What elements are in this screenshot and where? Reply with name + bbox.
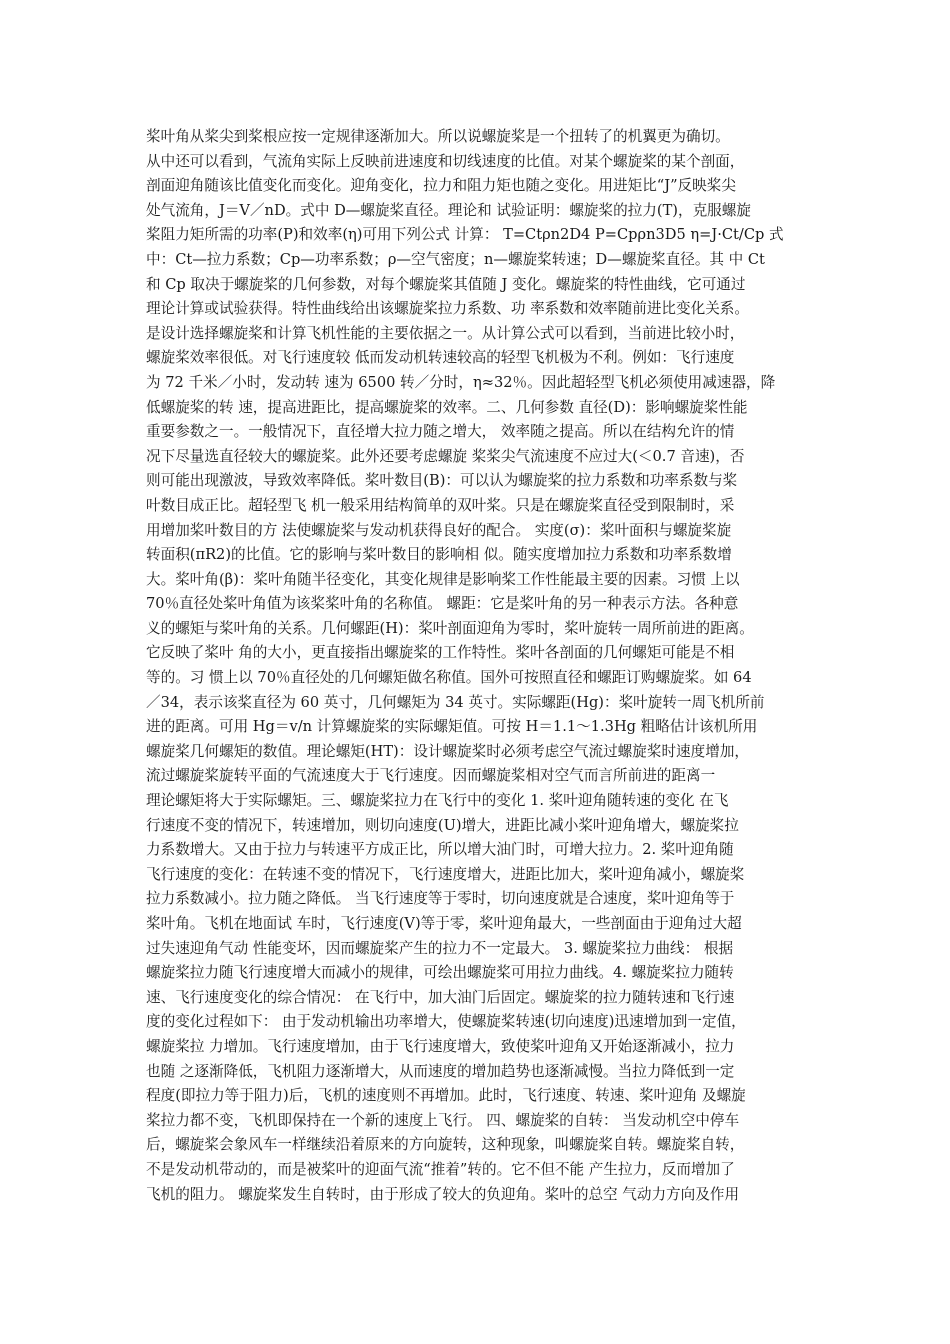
text-line: 理论计算或试验获得。特性曲线给出该螺旋桨拉力系数、功 率系数和效率随前进比变化关系。	[146, 300, 749, 318]
text-line: 用增加桨叶数目的方 法使螺旋桨与发动机获得良好的配合。 实度(σ)：桨叶面积与螺旋桨旋	[146, 521, 732, 539]
text-line: 过失速迎角气动 性能变坏，因而螺旋桨产生的拉力不一定最大。 3. 螺旋桨拉力曲线： 根据	[146, 939, 734, 957]
text-line: 飞机的阻力。 螺旋桨发生自转时，由于形成了较大的负迎角。桨叶的总空 气动力方向及作用	[146, 1185, 740, 1203]
text-line: 螺旋桨效率很低。对飞行速度较 低而发动机转速较高的轻型飞机极为不利。例如：飞行速度	[146, 349, 735, 367]
text-line: 义的螺矩与桨叶角的关系。几何螺距(H)：桨叶剖面迎角为零时，桨叶旋转一周所前进的距离。	[146, 619, 754, 637]
text-line: 螺旋桨拉力随飞行速度增大而减小的规律，可绘出螺旋桨可用拉力曲线。4. 螺旋桨拉力随转	[146, 964, 734, 982]
body-text	[146, 125, 812, 1207]
text-line: 是设计选择螺旋桨和计算飞机性能的主要依据之一。从计算公式可以看到，当前进比较小时，	[146, 324, 745, 342]
text-line: 不是发动机带动的，而是被桨叶的迎面气流“推着”转的。它不但不能 产生拉力，反而增加了	[146, 1160, 735, 1178]
text-line: 从中还可以看到，气流角实际上反映前进速度和切线速度的比值。对某个螺旋桨的某个剖面，	[146, 152, 745, 170]
text-line: 螺旋桨拉 力增加。飞行速度增加，由于飞行速度增大，致使桨叶迎角又开始逐渐减小，拉力	[146, 1037, 735, 1055]
text-line: 飞行速度的变化：在转速不变的情况下，飞行速度增大，进距比加大，桨叶迎角减小，螺旋桨	[146, 865, 745, 883]
text-line: 进的距离。可用 Hg＝v/n 计算螺旋桨的实际螺矩值。可按 H＝1.1～1.3Hg 粗略估计该机所用	[146, 718, 758, 736]
text-line: 剖面迎角随该比值变化而变化。迎角变化，拉力和阻力矩也随之变化。用进矩比“J”反映桨尖	[146, 177, 736, 195]
text-line: 和 Cp 取决于螺旋桨的几何参数，对每个螺旋桨其值随 J 变化。螺旋桨的特性曲线，它可通过	[146, 275, 746, 293]
text-line: 转面积(πR2)的比值。它的影响与桨叶数目的影响相 似。随实度增加拉力系数和功率系数增	[146, 546, 732, 564]
text-line: 力系数增大。又由于拉力与转速平方成正比，所以增大油门时，可增大拉力。2. 桨叶迎角随	[146, 841, 734, 859]
text-line: 程度(即拉力等于阻力)后，飞机的速度则不再增加。此时，飞行速度、转速、桨叶迎角 及螺旋	[146, 1087, 746, 1105]
text-line: 度的变化过程如下： 由于发动机输出功率增大，使螺旋桨转速(切向速度)迅速增加到一定值，	[146, 1013, 746, 1031]
text-line: 为 72 千米／小时，发动转 速为 6500 转／分时，η≈32％。因此超轻型飞机必须使用减速器，降	[146, 373, 776, 391]
text-line: 低螺旋桨的转 速，提高进距比，提高螺旋桨的效率。二、几何参数 直径(D)：影响螺旋桨性能	[146, 398, 748, 416]
text-line: 70％直径处桨叶角值为该桨桨叶角的名称值。 螺距：它是桨叶角的另一种表示方法。各种意	[146, 595, 739, 613]
text-line: 流过螺旋桨旋转平面的气流速度大于飞行速度。因而螺旋桨相对空气而言所前进的距离一	[146, 767, 716, 785]
text-line: 桨叶角。飞机在地面试 车时，飞行速度(V)等于零，桨叶迎角最大，一些剖面由于迎角过大超	[146, 915, 742, 932]
text-line: 速、飞行速度变化的综合情况： 在飞行中，加大油门后固定。螺旋桨的拉力随转速和飞行速	[146, 988, 735, 1006]
text-line: 理论螺矩将大于实际螺矩。三、螺旋桨拉力在飞行中的变化 1. 桨叶迎角随转速的变化 在飞	[146, 792, 729, 810]
text-line: 后，螺旋桨会象风车一样继续沿着原来的方向旋转，这种现象，叫螺旋桨自转。螺旋桨自转，	[146, 1136, 745, 1154]
text-line: 等的。习 惯上以 70％直径处的几何螺矩做名称值。国外可按照直径和螺距订购螺旋桨。如 64	[146, 669, 752, 687]
text-line: 则可能出现激波，导致效率降低。桨叶数目(B)：可以认为螺旋桨的拉力系数和功率系数与桨	[146, 472, 738, 490]
text-line: 中：Ct—拉力系数；Cp—功率系数；ρ—空气密度；n—螺旋桨转速；D—螺旋桨直径。其 中 Ct	[146, 250, 765, 268]
text-line: 桨叶角从桨尖到桨根应按一定规律逐渐加大。所以说螺旋桨是一个扭转了的机翼更为确切。	[146, 128, 730, 145]
text-line: 处气流角，J＝V／nD。式中 D—螺旋桨直径。理论和 试验证明：螺旋桨的拉力(T)，克服螺旋	[146, 201, 751, 219]
text-line: 重要参数之一。一般情况下，直径增大拉力随之增大， 效率随之提高。所以在结构允许的情	[146, 423, 735, 441]
text-line: ／34，表示该桨直径为 60 英寸，几何螺矩为 34 英寸。实际螺距(Hg)：桨叶旋转一周飞机所前	[146, 693, 765, 711]
text-line: 叶数目成正比。超轻型飞 机一般采用结构简单的双叶桨。只是在螺旋桨直径受到限制时，采	[146, 496, 735, 514]
text-line: 桨拉力都不变，飞机即保持在一个新的速度上飞行。 四、螺旋桨的自转： 当发动机空中停车	[146, 1111, 740, 1129]
text-line: 行速度不变的情况下，转速增加，则切向速度(U)增大，进距比减小桨叶迎角增大，螺旋桨拉	[146, 816, 739, 834]
text-line: 大。桨叶角(β)：桨叶角随半径变化，其变化规律是影响桨工作性能最主要的因素。习惯 上以	[146, 570, 740, 588]
text-line: 桨阻力矩所需的功率(P)和效率(η)可用下列公式 计算： T=Ctρn2D4 P=Cpρn3D5 η=J·Ct/Cp 式	[146, 226, 784, 244]
text-line: 螺旋桨几何螺矩的数值。理论螺矩(HT)：设计螺旋桨时必须考虑空气流过螺旋桨时速度增加，	[146, 742, 750, 760]
text-line: 况下尽量选直径较大的螺旋桨。此外还要考虑螺旋 桨桨尖气流速度不应过大(＜0.7 音速)，否	[146, 447, 745, 465]
text-line: 也随 之逐渐降低，飞机阻力逐渐增大，从而速度的增加趋势也逐渐减慢。当拉力降低到一定	[146, 1062, 735, 1080]
text-line: 拉力系数减小。拉力随之降低。 当飞行速度等于零时，切向速度就是合速度，桨叶迎角等于	[146, 890, 735, 908]
text-line: 它反映了桨叶 角的大小，更直接指出螺旋桨的工作特性。桨叶各剖面的几何螺矩可能是不相	[146, 644, 735, 662]
